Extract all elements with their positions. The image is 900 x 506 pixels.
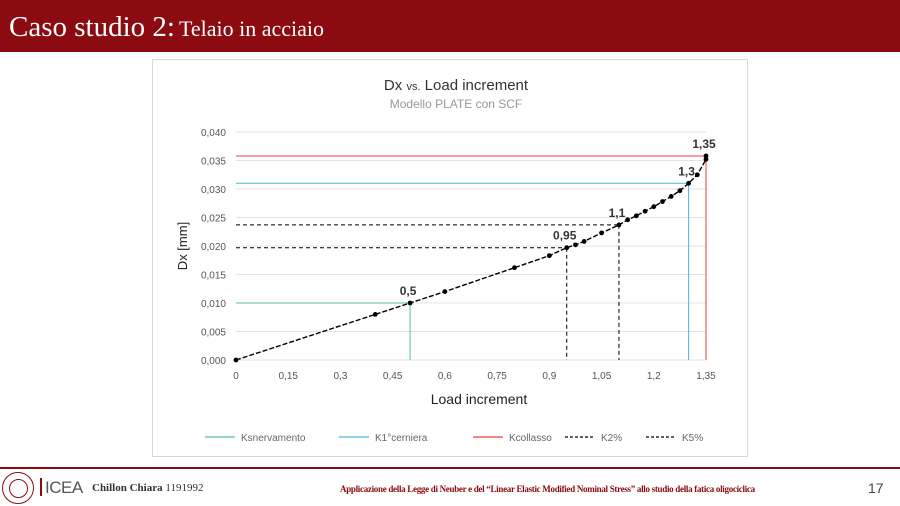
- data-point: [686, 181, 691, 186]
- legend-label: K2%: [601, 433, 623, 444]
- chart-frame: [152, 59, 748, 457]
- data-point: [617, 223, 622, 228]
- data-label: 0,95: [553, 228, 577, 243]
- slide-title: [9, 10, 324, 49]
- x-tick-label: 0,3: [333, 371, 348, 382]
- data-point: [625, 217, 630, 222]
- legend-label: Ksnervamento: [241, 433, 306, 444]
- chart-subtitle: Modello PLATE con SCF: [389, 97, 523, 111]
- data-point: [564, 245, 569, 250]
- legend-label: K5%: [682, 433, 704, 444]
- data-point: [677, 188, 682, 193]
- gridlines: [236, 132, 706, 360]
- footer-divider: [0, 467, 900, 469]
- data-point: [512, 265, 517, 270]
- tick-labels: [201, 128, 716, 382]
- presentation-subject: Applicazione della Legge di Neuber e del “Linear Elastic Modified Nominal Stress” allo studio della fatica oligociclica: [340, 484, 755, 494]
- legend-label: Kcollasso: [509, 433, 552, 444]
- y-tick-label: 0,020: [200, 242, 226, 253]
- data-point: [234, 358, 239, 363]
- x-tick-label: 0,75: [487, 371, 507, 382]
- data-point: [660, 199, 665, 204]
- legend-label: K1°cerniera: [375, 433, 428, 444]
- page-number: 17: [868, 480, 884, 496]
- slide-title-main: Caso studio 2:: [9, 11, 175, 43]
- data-label: 1,1: [608, 205, 626, 220]
- y-tick-label: 0,030: [200, 185, 226, 196]
- legend: [205, 433, 703, 444]
- data-label: 0,5: [399, 284, 417, 298]
- x-axis-label: Load increment: [430, 391, 528, 407]
- reference-lines: [236, 156, 706, 360]
- data-point: [582, 239, 587, 244]
- x-tick-label: 1,35: [696, 371, 716, 382]
- data-point: [669, 194, 674, 199]
- data-point: [408, 301, 413, 306]
- icea-logo-text: ICEA: [45, 478, 83, 497]
- data-point: [651, 204, 656, 209]
- y-tick-label: 0,015: [200, 270, 226, 282]
- x-tick-label: 1,2: [646, 371, 661, 382]
- data-point: [573, 242, 578, 247]
- data-point: [599, 230, 604, 235]
- y-tick-label: 0,005: [200, 327, 226, 339]
- data-label: 1,35: [692, 136, 716, 151]
- title-bar: [0, 0, 900, 52]
- y-tick-label: 0,035: [200, 156, 226, 168]
- chart: [153, 60, 747, 456]
- x-tick-label: 0,45: [382, 371, 403, 382]
- author-name: Chillon Chiara: [92, 482, 163, 494]
- data-point: [634, 213, 639, 218]
- y-axis-label: Dx [mm]: [175, 221, 190, 271]
- y-tick-label: 0,000: [200, 356, 226, 367]
- data-point: [704, 154, 709, 159]
- y-tick-label: 0,025: [200, 213, 226, 225]
- y-tick-label: 0,010: [200, 299, 226, 310]
- author-id: 1191992: [165, 482, 204, 494]
- chart-title: Dx vs. Load increment: [383, 77, 529, 94]
- series-line: [236, 156, 706, 360]
- data-point: [547, 253, 552, 258]
- x-tick-label: 0,15: [278, 371, 298, 382]
- university-seal-logo: [2, 472, 34, 504]
- data-point: [373, 312, 378, 317]
- data-point: [643, 209, 648, 214]
- data-label: 1,3: [678, 164, 695, 179]
- x-tick-label: 1,05: [591, 371, 612, 382]
- data-point: [442, 289, 447, 294]
- slide-title-sub: Telaio in acciaio: [178, 16, 325, 41]
- x-tick-label: 0,6: [437, 371, 452, 382]
- y-tick-label: 0,040: [200, 128, 226, 139]
- icea-logo: [40, 478, 83, 498]
- data-point: [695, 172, 700, 177]
- author: [92, 482, 203, 494]
- x-tick-label: 0,9: [542, 371, 557, 382]
- x-tick-label: 0: [233, 371, 239, 382]
